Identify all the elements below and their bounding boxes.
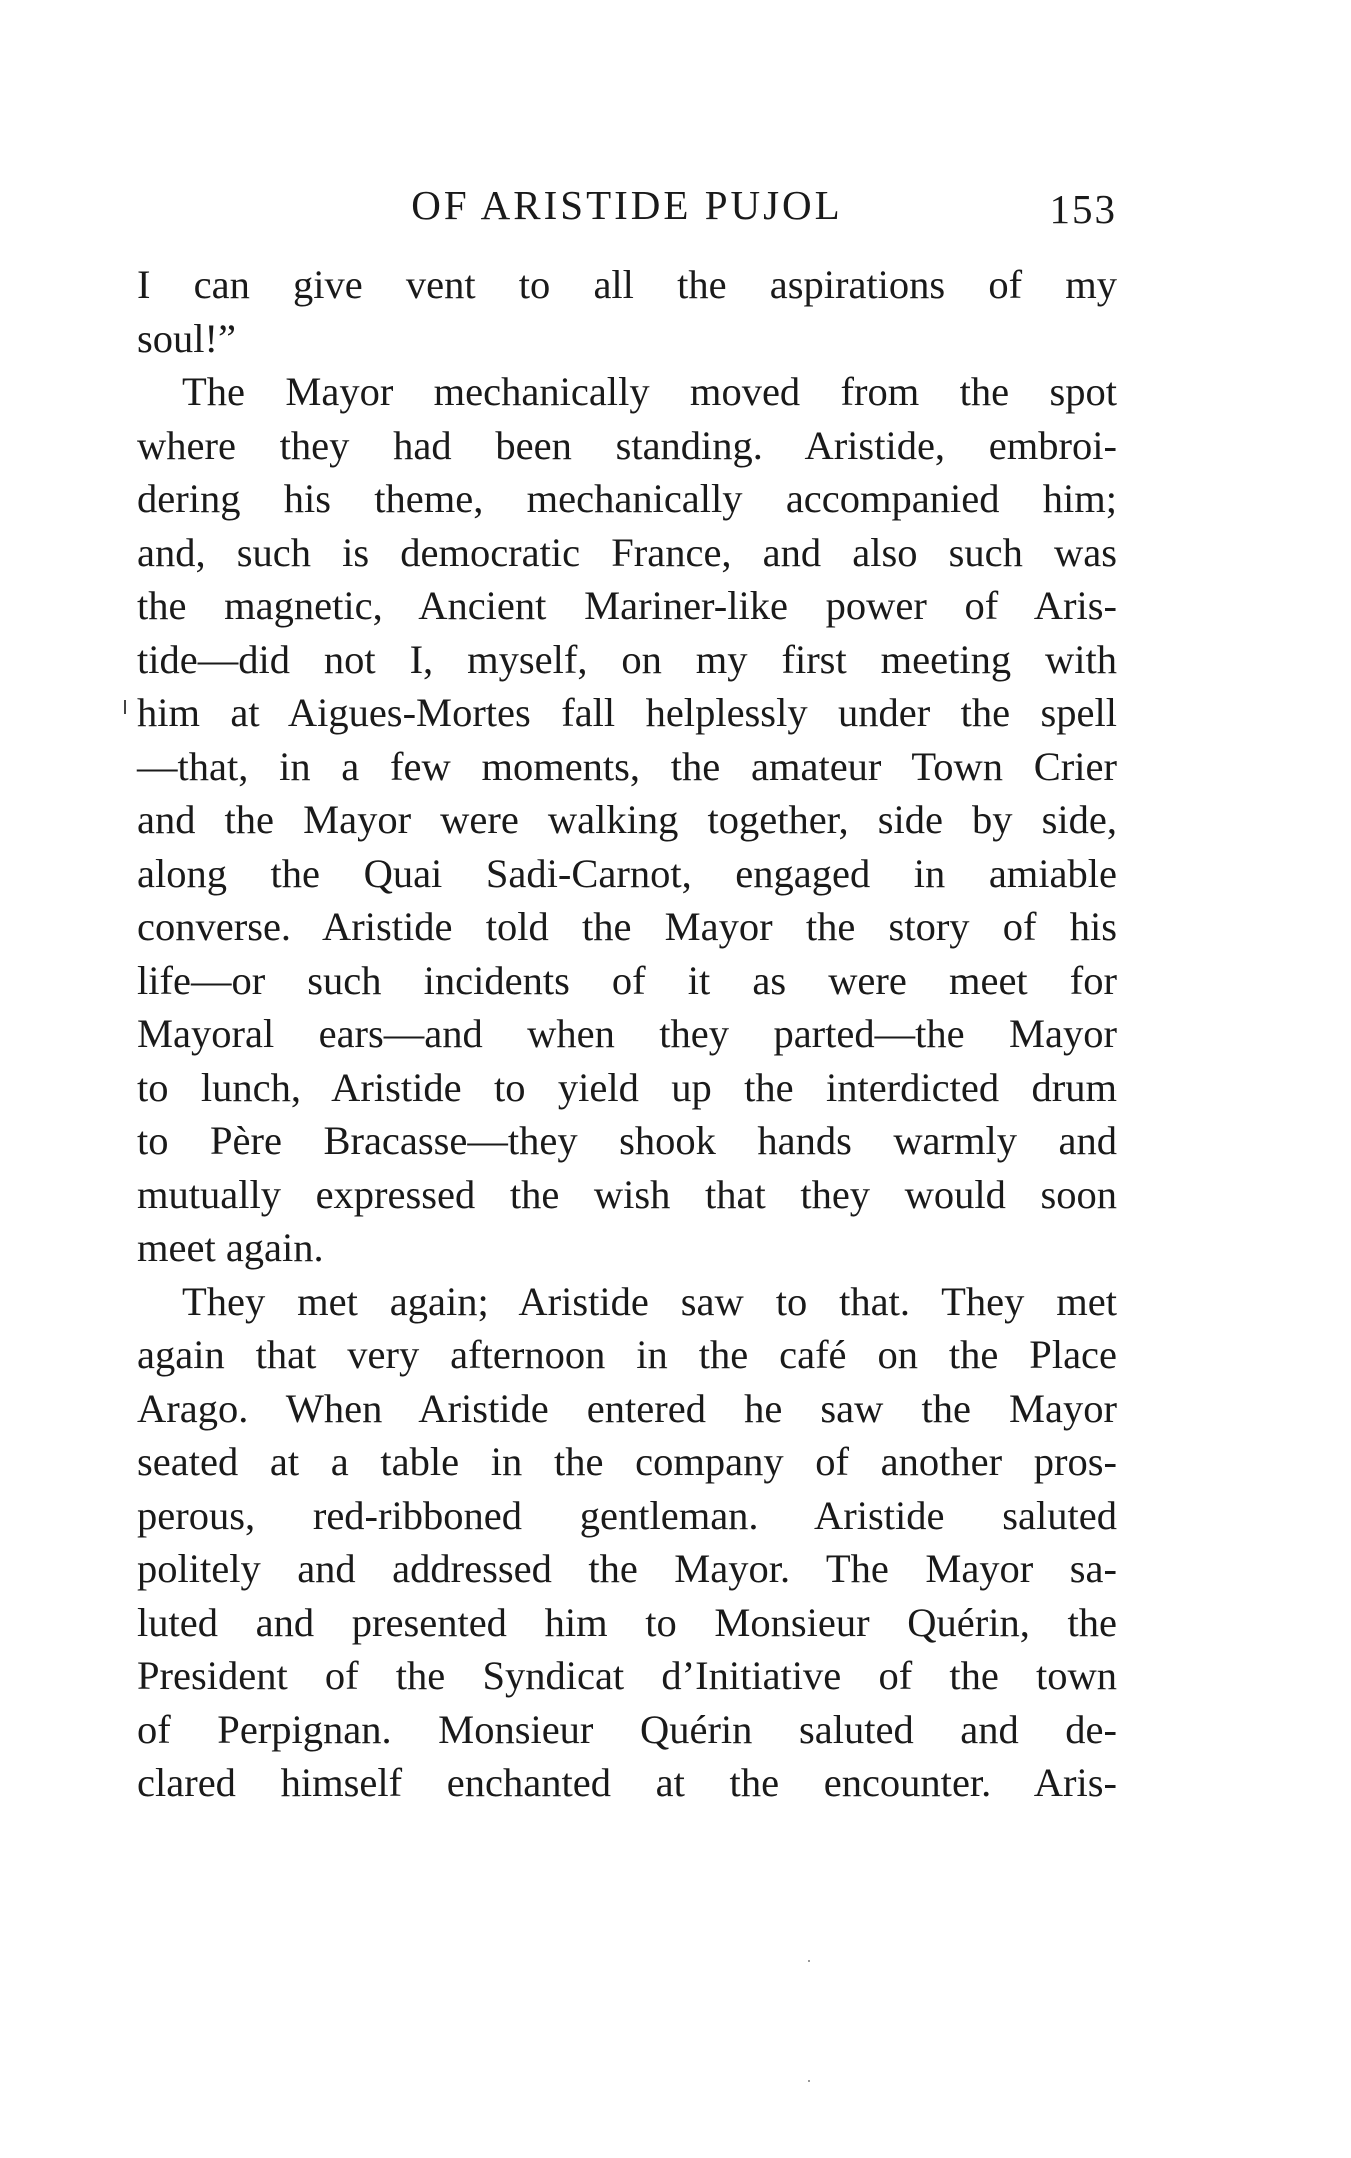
text-line: tide—did not I, myself, on my first meeting with [137, 636, 1117, 682]
text-line: They met again; Aristide saw to that. They met [182, 1278, 1117, 1324]
text-line: meet again. [137, 1225, 324, 1270]
text-line: politely and addressed the Mayor. The Mayor sa- [137, 1546, 1117, 1591]
text-line: luted and presented him to Monsieur Quérin, the [137, 1599, 1117, 1645]
running-title: OF ARISTIDE PUJOL [411, 182, 843, 228]
text-line: mutually expressed the wish that they would soon [137, 1171, 1117, 1217]
margin-mark [124, 700, 126, 714]
page-number: 153 [1049, 186, 1117, 232]
text-line: seated at a table in the company of another pros- [137, 1439, 1117, 1484]
text-line: dering his theme, mechanically accompanied him; [137, 476, 1117, 521]
paper-speck [808, 2080, 810, 2082]
text-line: President of the Syndicat d’Initiative of the town [137, 1653, 1117, 1698]
text-line: to lunch, Aristide to yield up the interdicted drum [137, 1064, 1117, 1110]
text-line: and the Mayor were walking together, side by side, [137, 797, 1117, 842]
text-line: along the Quai Sadi-Carnot, engaged in amiable [137, 850, 1117, 896]
text-line: I can give vent to all the aspirations of my [137, 262, 1117, 307]
text-line: The Mayor mechanically moved from the spot [182, 369, 1117, 414]
text-line: of Perpignan. Monsieur Quérin saluted and de- [137, 1706, 1117, 1752]
text-line: clared himself enchanted at the encounter. Aris- [137, 1760, 1117, 1805]
text-line: where they had been standing. Aristide, embroi- [137, 422, 1117, 468]
text-line: Mayoral ears—and when they parted—the Mayor [137, 1011, 1117, 1056]
text-line: again that very afternoon in the café on the Place [137, 1332, 1117, 1377]
text-line: life—or such incidents of it as were meet for [137, 957, 1117, 1003]
running-header [137, 175, 1117, 235]
text-line: to Père Bracasse—they shook hands warmly and [137, 1118, 1117, 1163]
body-text [137, 258, 1117, 1810]
text-line: soul!” [137, 315, 236, 361]
text-line: him at Aigues-Mortes fall helplessly under the spell [137, 690, 1117, 735]
text-line: Arago. When Aristide entered he saw the Mayor [137, 1385, 1117, 1431]
text-line: converse. Aristide told the Mayor the story of his [137, 904, 1117, 949]
paper-speck [808, 1960, 810, 1962]
text-line: perous, red-ribboned gentleman. Aristide saluted [137, 1492, 1117, 1538]
text-line: the magnetic, Ancient Mariner-like power of Aris- [137, 583, 1117, 628]
text-line: —that, in a few moments, the amateur Town Crier [137, 743, 1117, 789]
text-line: and, such is democratic France, and also such was [137, 529, 1117, 575]
